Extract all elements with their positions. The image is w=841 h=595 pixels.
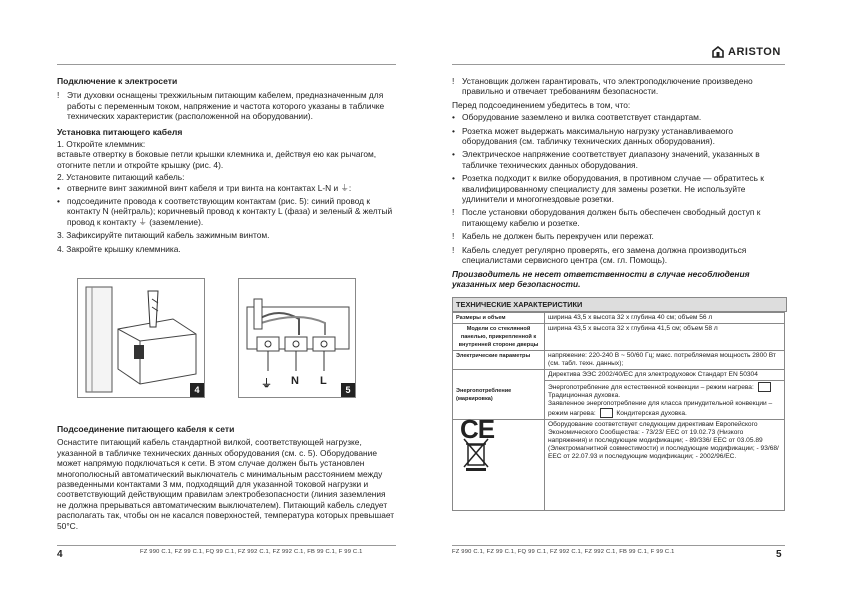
step-2-a: • отверните винт зажимной винт кабеля и три винта на контактах L-N и ⏚: xyxy=(57,183,396,193)
subsection-title-cable: Установка питающего кабеля xyxy=(57,126,183,137)
energy-text-1: Энергопотребление для естественной конвекции – режим нагрева: xyxy=(548,383,754,391)
network-connection-text: Оснастите питающий кабель стандартной вилкой, соответствующей нагрузке, указанной в табличке технических данных оборудования (см. с. 5). Оборудование может напрямую подключаться к сети. В этом случае должен быть установлен многополюсный автоматический выключатель с минимальным расстоянием между разведенными контактами 3 мм, подходящий для указанной токовой нагрузки и соответствующий действующим правилам электробезопасности (линия заземления не должна прерываться автоматическим выключателем). Питающий кабель следует располагать так, чтобы он не касался поверхностей, температура которых превышает 50°С. xyxy=(57,437,395,531)
figure-4-number: 4 xyxy=(190,383,204,397)
left-column-bottom xyxy=(57,424,396,531)
subsection-title-network: Подсоединение питающего кабеля к сети xyxy=(57,424,235,434)
step-4: 4. Закройте крышку клеммника. xyxy=(57,243,181,254)
step-1: 1. Откройте клеммник: xyxy=(57,139,146,150)
brand-logo xyxy=(712,46,781,58)
figure-5-number: 5 xyxy=(341,383,355,397)
warning-item: ! После установки оборудования должен быть обеспечен свободный доступ к питающему кабелю и розетке. xyxy=(452,207,785,228)
conformity-text: Оборудование соответствует следующим директивам Европейского Экономического Сообщества: - 73/23/ ЕЕС от 19.02.73 (Низкого напряжения) и последующие модификации; - 89/336/ ЕЕС от 03.05.89 (Электромагнитной совместимости) и последующие модификации; - 93/68/ЕЕС от 22.07.93 и последующие модификации; - 2002/96/ЕС. xyxy=(545,420,785,511)
step-2-b: • подсоедините провода к соответствующим контактам (рис. 5): синий провод к контакту N (нейтраль); коричневый провод к контакту L (фаза) и зеленый & желтый провод к контакту ⏚ (заземление). xyxy=(57,196,396,227)
spec-label: Электрические параметры xyxy=(453,351,545,370)
check-item: • Оборудование заземлено и вилка соответствует стандартам. xyxy=(452,112,785,122)
footer-models-right: FZ 990 C.1, FZ 99 C.1, FQ 99 C.1, FZ 992 C.1, FZ 992 C.1, FB 99 C.1, F 99 C.1 xyxy=(452,549,675,555)
footer-models-left: FZ 990 C.1, FZ 99 C.1, FQ 99 C.1, FZ 992 C.1, FZ 992 C.1, FB 99 C.1, F 99 C.1 xyxy=(140,549,363,555)
step-2-list xyxy=(57,183,396,228)
before-connect-text: Перед подсоединением убедитесь в том, что: xyxy=(452,99,631,110)
spec-label: Энергопотребление (маркировка) xyxy=(453,370,545,420)
terminal-cover-illustration xyxy=(78,279,204,397)
page-number-right: 5 xyxy=(776,549,782,560)
figure-5 xyxy=(238,278,356,398)
weee-bin-icon xyxy=(462,437,490,471)
energy-mode-1: Традиционная духовка. xyxy=(548,392,621,399)
spec-value: Директива ЭЭС 2002/40/ЕС для электродуховок Стандарт EN 50304 xyxy=(545,370,785,381)
right-top-rule xyxy=(452,64,785,65)
technical-specs xyxy=(452,297,787,511)
spec-value: напряжение: 220-240 В ~ 50/60 Гц; макс. потребляемая мощность 2800 Вт (см. табл. техн. данных); xyxy=(545,351,785,370)
right-column-top xyxy=(452,76,785,289)
spec-label: Модели со стеклянной панелью, прикрепленной к внутренней стороне дверцы xyxy=(453,324,545,351)
step-3: 3. Зафиксируйте питающий кабель зажимным винтом. xyxy=(57,230,270,241)
check-item: • Розетка может выдержать максимальную нагрузку устанавливаемого оборудования (см. табличку технических данных оборудования). xyxy=(452,126,785,147)
step-2: 2. Установите питающий кабель: xyxy=(57,172,185,183)
right-bottom-rule xyxy=(452,545,785,546)
left-bottom-rule xyxy=(57,545,396,546)
brand-name: ARISTON xyxy=(728,46,781,58)
pastry-oven-icon xyxy=(600,408,613,418)
ariston-house-icon xyxy=(712,46,724,58)
warning-installer: ! Установщик должен гарантировать, что электроподключение произведено правильно и отвечает требованиям безопасности. xyxy=(452,76,785,97)
spec-value-energy xyxy=(545,381,785,420)
figure-4 xyxy=(77,278,205,398)
liability-statement: Производитель не несет ответственности в случае несоблюдения указанных мер безопасности. xyxy=(452,268,750,289)
page-number-left: 4 xyxy=(57,549,63,560)
check-item: • Розетка подходит к вилке оборудования, в противном случае — обратитесь к квалифицированному специалисту для замены розетки. Не используйте удлинители и многогнездовые розетки. xyxy=(452,173,785,204)
warning-cable: ! Эти духовки оснащены трехжильным питающим кабелем, предназначенным для работы с переменным током, напряжение и частота которого указаны в табличке технических характеристик (расположенной на оборудовании). xyxy=(57,90,396,121)
spec-label: Размеры и объем xyxy=(453,313,545,324)
terminal-l-label: L xyxy=(320,375,327,387)
terminal-ground-label: ⏚ xyxy=(261,378,272,390)
ce-mark-icon: CE xyxy=(460,414,495,444)
spec-value: ширина 43,5 х высота 32 х глубина 41,5 см; объем 58 л xyxy=(545,324,785,351)
spec-value: ширина 43,5 х высота 32 х глубина 40 см; объем 56 л xyxy=(545,313,785,324)
check-item: • Электрическое напряжение соответствует диапазону значений, указанных в табличке технических данных оборудования. xyxy=(452,149,785,170)
warning-item: ! Кабель следует регулярно проверять, его замена должна производиться специалистами сервисного центра (см. гл. Помощь). xyxy=(452,245,785,266)
left-top-rule xyxy=(57,64,396,65)
step-1-desc: вставьте отвертку в боковые петли крышки клемника и, действуя ею как рычагом, отогните петли и откройте крышку (рис. 4). xyxy=(57,149,377,170)
specs-title: ТЕХНИЧЕСКИЕ ХАРАКТЕРИСТИКИ xyxy=(452,297,787,312)
conformity-marks xyxy=(453,414,545,511)
left-column-top xyxy=(57,76,396,254)
terminal-n-label: N xyxy=(291,375,299,387)
energy-mode-2: Кондитерская духовка. xyxy=(616,409,687,417)
pre-connection-checks xyxy=(452,112,785,204)
specs-table xyxy=(452,312,785,511)
section-title-electrical: Подключение к электросети xyxy=(57,76,178,86)
traditional-oven-icon xyxy=(758,382,771,392)
warning-item: ! Кабель не должен быть перекручен или пережат. xyxy=(452,231,785,241)
energy-text-2: Заявленное энергопотребление для класса принудительной конвекции – режим нагрева: xyxy=(548,400,773,417)
